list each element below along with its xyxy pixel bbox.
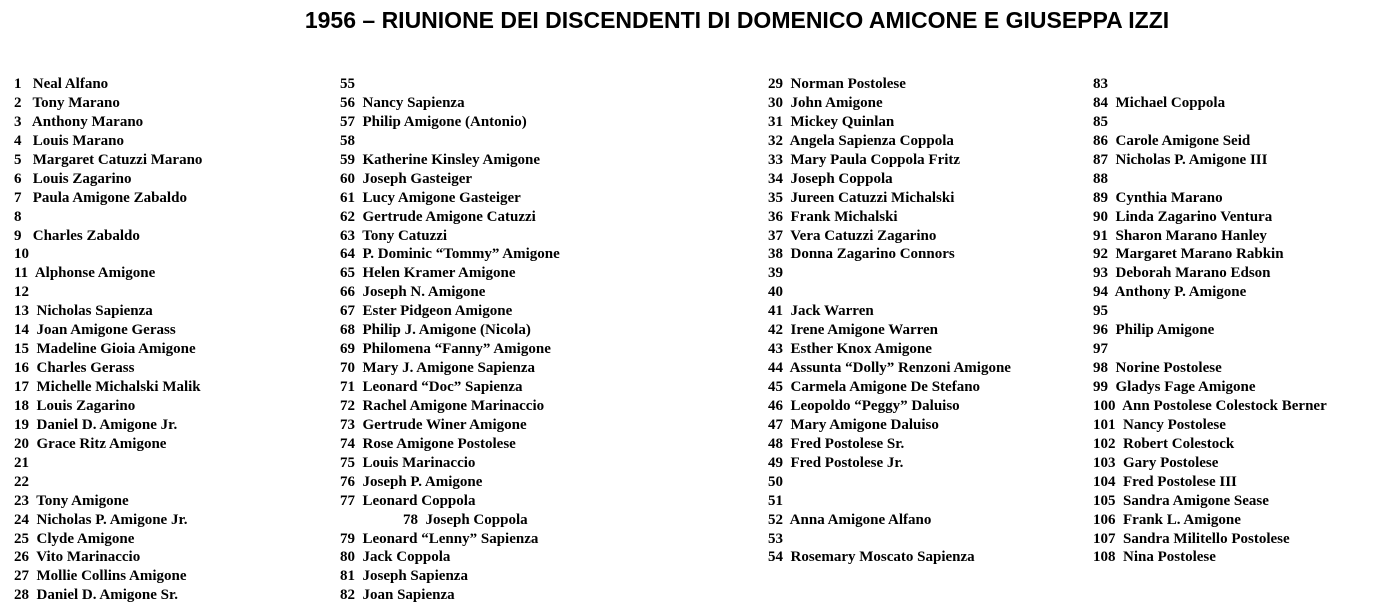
list-item: 22 (14, 473, 29, 490)
list-item: 57 Philip Amigone (Antonio) (340, 113, 527, 130)
list-item: 35 Jureen Catuzzi Michalski (768, 189, 955, 206)
list-item: 76 Joseph P. Amigone (340, 473, 483, 490)
list-item: 4 Louis Marano (14, 132, 125, 149)
list-item: 56 Nancy Sapienza (340, 94, 465, 111)
list-item: 51 (768, 492, 783, 509)
list-item: 20 Grace Ritz Amigone (14, 435, 167, 452)
list-item: 105 Sandra Amigone Sease (1093, 492, 1269, 509)
list-item: 41 Jack Warren (768, 303, 874, 320)
list-item: 9 Charles Zabaldo (14, 227, 140, 244)
list-item: 50 (768, 473, 783, 490)
list-item: 87 Nicholas P. Amigone III (1093, 151, 1268, 168)
list-item: 91 Sharon Marano Hanley (1093, 227, 1267, 244)
list-item: 13 Nicholas Sapienza (14, 303, 153, 320)
list-item: 97 (1093, 341, 1108, 358)
list-item: 66 Joseph N. Amigone (340, 284, 486, 301)
list-item: 38 Donna Zagarino Connors (768, 246, 955, 263)
list-item: 10 (14, 246, 29, 263)
list-item: 55 (340, 76, 355, 92)
column-4 (1093, 75, 1327, 567)
list-item: 82 Joan Sapienza (340, 587, 455, 604)
list-item: 11 Alphonse Amigone (14, 265, 156, 282)
list-item: 40 (768, 284, 783, 301)
list-item: 61 Lucy Amigone Gasteiger (340, 189, 521, 206)
list-item: 107 Sandra Militello Postolese (1093, 530, 1290, 547)
list-item: 78 Joseph Coppola (403, 511, 528, 528)
list-item: 90 Linda Zagarino Ventura (1093, 208, 1273, 225)
list-item: 31 Mickey Quinlan (768, 113, 895, 130)
list-item: 36 Frank Michalski (768, 208, 898, 225)
list-item: 96 Philip Amigone (1093, 322, 1215, 339)
list-item: 16 Charles Gerass (14, 360, 135, 377)
list-item: 19 Daniel D. Amigone Jr. (14, 416, 178, 433)
list-item: 39 (768, 265, 783, 282)
list-item: 101 Nancy Postolese (1093, 416, 1226, 433)
list-item: 2 Tony Marano (14, 94, 120, 111)
column-2 (340, 75, 560, 605)
list-item: 103 Gary Postolese (1093, 454, 1219, 471)
list-item: 30 John Amigone (768, 94, 883, 111)
list-item: 5 Margaret Catuzzi Marano (14, 151, 203, 168)
list-item: 75 Louis Marinaccio (340, 454, 476, 471)
list-item: 88 (1093, 170, 1108, 187)
list-item: 85 (1093, 113, 1108, 130)
list-item: 29 Norman Postolese (768, 76, 906, 92)
list-item: 77 Leonard Coppola (340, 492, 476, 509)
list-item: 65 Helen Kramer Amigone (340, 265, 516, 282)
list-item: 69 Philomena “Fanny” Amigone (340, 341, 551, 358)
column-3 (768, 75, 1011, 567)
list-item: 59 Katherine Kinsley Amigone (340, 151, 540, 168)
list-item: 93 Deborah Marano Edson (1093, 265, 1271, 282)
list-item: 27 Mollie Collins Amigone (14, 568, 187, 585)
list-item: 72 Rachel Amigone Marinaccio (340, 397, 545, 414)
list-item: 32 Angela Sapienza Coppola (768, 132, 954, 149)
list-item: 79 Leonard “Lenny” Sapienza (340, 530, 539, 547)
list-item: 25 Clyde Amigone (14, 530, 135, 547)
list-item: 17 Michelle Michalski Malik (14, 379, 201, 395)
list-item: 21 (14, 454, 29, 471)
list-item: 45 Carmela Amigone De Stefano (768, 379, 981, 395)
list-item: 60 Joseph Gasteiger (340, 170, 473, 187)
list-item: 14 Joan Amigone Gerass (14, 322, 176, 339)
list-item: 63 Tony Catuzzi (340, 227, 448, 244)
list-item: 46 Leopoldo “Peggy” Daluiso (768, 397, 960, 414)
list-item: 64 P. Dominic “Tommy” Amigone (340, 246, 560, 263)
list-item: 81 Joseph Sapienza (340, 568, 468, 585)
list-item: 94 Anthony P. Amigone (1093, 284, 1247, 301)
list-item: 67 Ester Pidgeon Amigone (340, 303, 513, 320)
list-item: 8 (14, 208, 22, 225)
list-item: 84 Michael Coppola (1093, 94, 1226, 111)
list-item: 70 Mary J. Amigone Sapienza (340, 360, 535, 377)
list-item: 74 Rose Amigone Postolese (340, 435, 516, 452)
list-item: 18 Louis Zagarino (14, 397, 136, 414)
list-item: 34 Joseph Coppola (768, 170, 893, 187)
list-item: 68 Philip J. Amigone (Nicola) (340, 322, 531, 339)
list-item: 53 (768, 530, 783, 547)
list-item: 3 Anthony Marano (14, 113, 144, 130)
list-item: 95 (1093, 303, 1108, 320)
list-item: 92 Margaret Marano Rabkin (1093, 246, 1284, 263)
list-item: 54 Rosemary Moscato Sapienza (768, 549, 975, 566)
list-item: 83 (1093, 76, 1108, 92)
list-item: 7 Paula Amigone Zabaldo (14, 189, 187, 206)
list-item: 62 Gertrude Amigone Catuzzi (340, 208, 536, 225)
list-item: 108 Nina Postolese (1093, 549, 1216, 566)
list-item: 102 Robert Colestock (1093, 435, 1235, 452)
list-item: 15 Madeline Gioia Amigone (14, 341, 196, 358)
list-item: 44 Assunta “Dolly” Renzoni Amigone (768, 360, 1011, 377)
list-item: 86 Carole Amigone Seid (1093, 132, 1251, 149)
list-item: 6 Louis Zagarino (14, 170, 132, 187)
list-item: 80 Jack Coppola (340, 549, 451, 566)
list-item: 49 Fred Postolese Jr. (768, 454, 904, 471)
list-item: 106 Frank L. Amigone (1093, 511, 1241, 528)
list-item: 73 Gertrude Winer Amigone (340, 416, 527, 433)
list-item: 47 Mary Amigone Daluiso (768, 416, 939, 433)
list-item: 23 Tony Amigone (14, 492, 129, 509)
list-item: 28 Daniel D. Amigone Sr. (14, 587, 179, 604)
list-item: 33 Mary Paula Coppola Fritz (768, 151, 961, 168)
page-title: 1956 – RIUNIONE DEI DISCENDENTI DI DOMENICO AMICONE E GIUSEPPA IZZI (304, 7, 1170, 33)
list-item: 104 Fred Postolese III (1093, 473, 1237, 490)
list-item: 43 Esther Knox Amigone (768, 341, 932, 358)
list-item: 98 Norine Postolese (1093, 360, 1222, 377)
list-item: 52 Anna Amigone Alfano (768, 511, 932, 528)
list-item: 24 Nicholas P. Amigone Jr. (14, 511, 188, 528)
list-item: 26 Vito Marinaccio (14, 549, 141, 566)
list-item: 42 Irene Amigone Warren (768, 322, 938, 339)
list-item: 71 Leonard “Doc” Sapienza (340, 379, 523, 395)
column-1 (14, 75, 202, 605)
list-item: 37 Vera Catuzzi Zagarino (768, 227, 937, 244)
list-item: 48 Fred Postolese Sr. (768, 435, 905, 452)
list-item: 99 Gladys Fage Amigone (1093, 379, 1256, 395)
list-item: 89 Cynthia Marano (1093, 189, 1223, 206)
list-item: 12 (14, 284, 29, 301)
list-item: 100 Ann Postolese Colestock Berner (1093, 397, 1327, 414)
list-item: 1 Neal Alfano (14, 76, 109, 92)
list-item: 58 (340, 132, 355, 149)
